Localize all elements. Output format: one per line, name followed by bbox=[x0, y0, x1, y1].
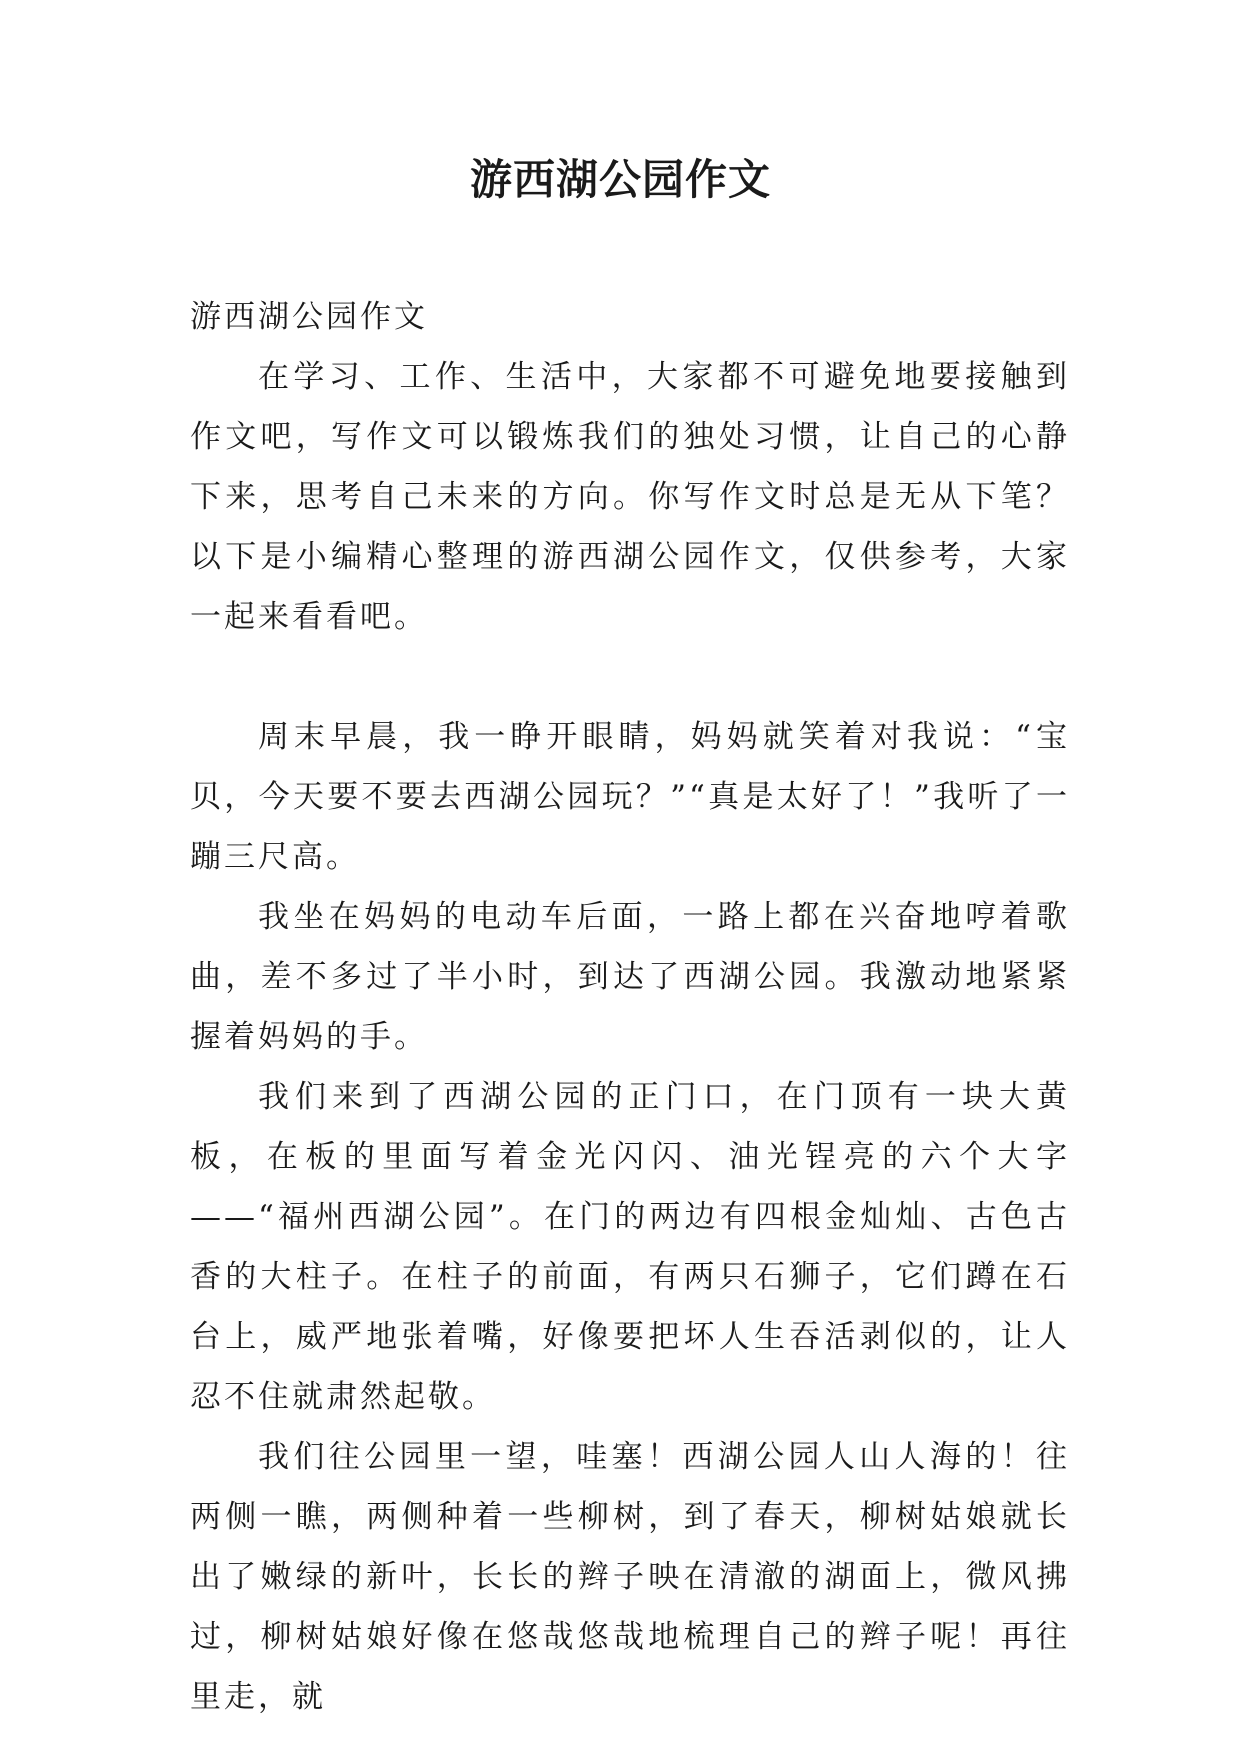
paragraph-intro: 在学习、工作、生活中，大家都不可避免地要接触到作文吧，写作文可以锻炼我们的独处习惯，让自己的心静下来，思考自己未来的方向。你写作文时总是无从下笔？以下是小编精心整理的游西湖公园作文，仅供参考，大家一起来看看吧。 bbox=[190, 359, 1070, 635]
document-body bbox=[190, 287, 1070, 1727]
document-subtitle: 游西湖公园作文 bbox=[190, 299, 428, 335]
document-title: 游西湖公园作文 bbox=[469, 155, 771, 204]
paragraph-willows: 我们往公园里一望，哇塞！西湖公园人山人海的！往两侧一瞧，两侧种着一些柳树，到了春天，柳树姑娘就长出了嫩绿的新叶，长长的辫子映在清澈的湖面上，微风拂过，柳树姑娘好像在悠哉悠哉地梳理自己的辫子呢！再往里走，就 bbox=[190, 1439, 1070, 1715]
paragraph-ride: 我坐在妈妈的电动车后面，一路上都在兴奋地哼着歌曲，差不多过了半小时，到达了西湖公园。我激动地紧紧握着妈妈的手。 bbox=[190, 899, 1070, 1055]
paragraph-main-gate: 我们来到了西湖公园的正门口，在门顶有一块大黄板，在板的里面写着金光闪闪、油光锃亮的六个大字——“福州西湖公园”。在门的两边有四根金灿灿、古色古香的大柱子。在柱子的前面，有两只石狮子，它们蹲在石台上，威严地张着嘴，好像要把坏人生吞活剥似的，让人忍不住就肃然起敬。 bbox=[190, 1079, 1070, 1415]
paragraph-weekend-morning: 周末早晨，我一睁开眼睛，妈妈就笑着对我说：“宝贝，今天要不要去西湖公园玩？”“真是太好了！”我听了一蹦三尺高。 bbox=[190, 719, 1070, 875]
